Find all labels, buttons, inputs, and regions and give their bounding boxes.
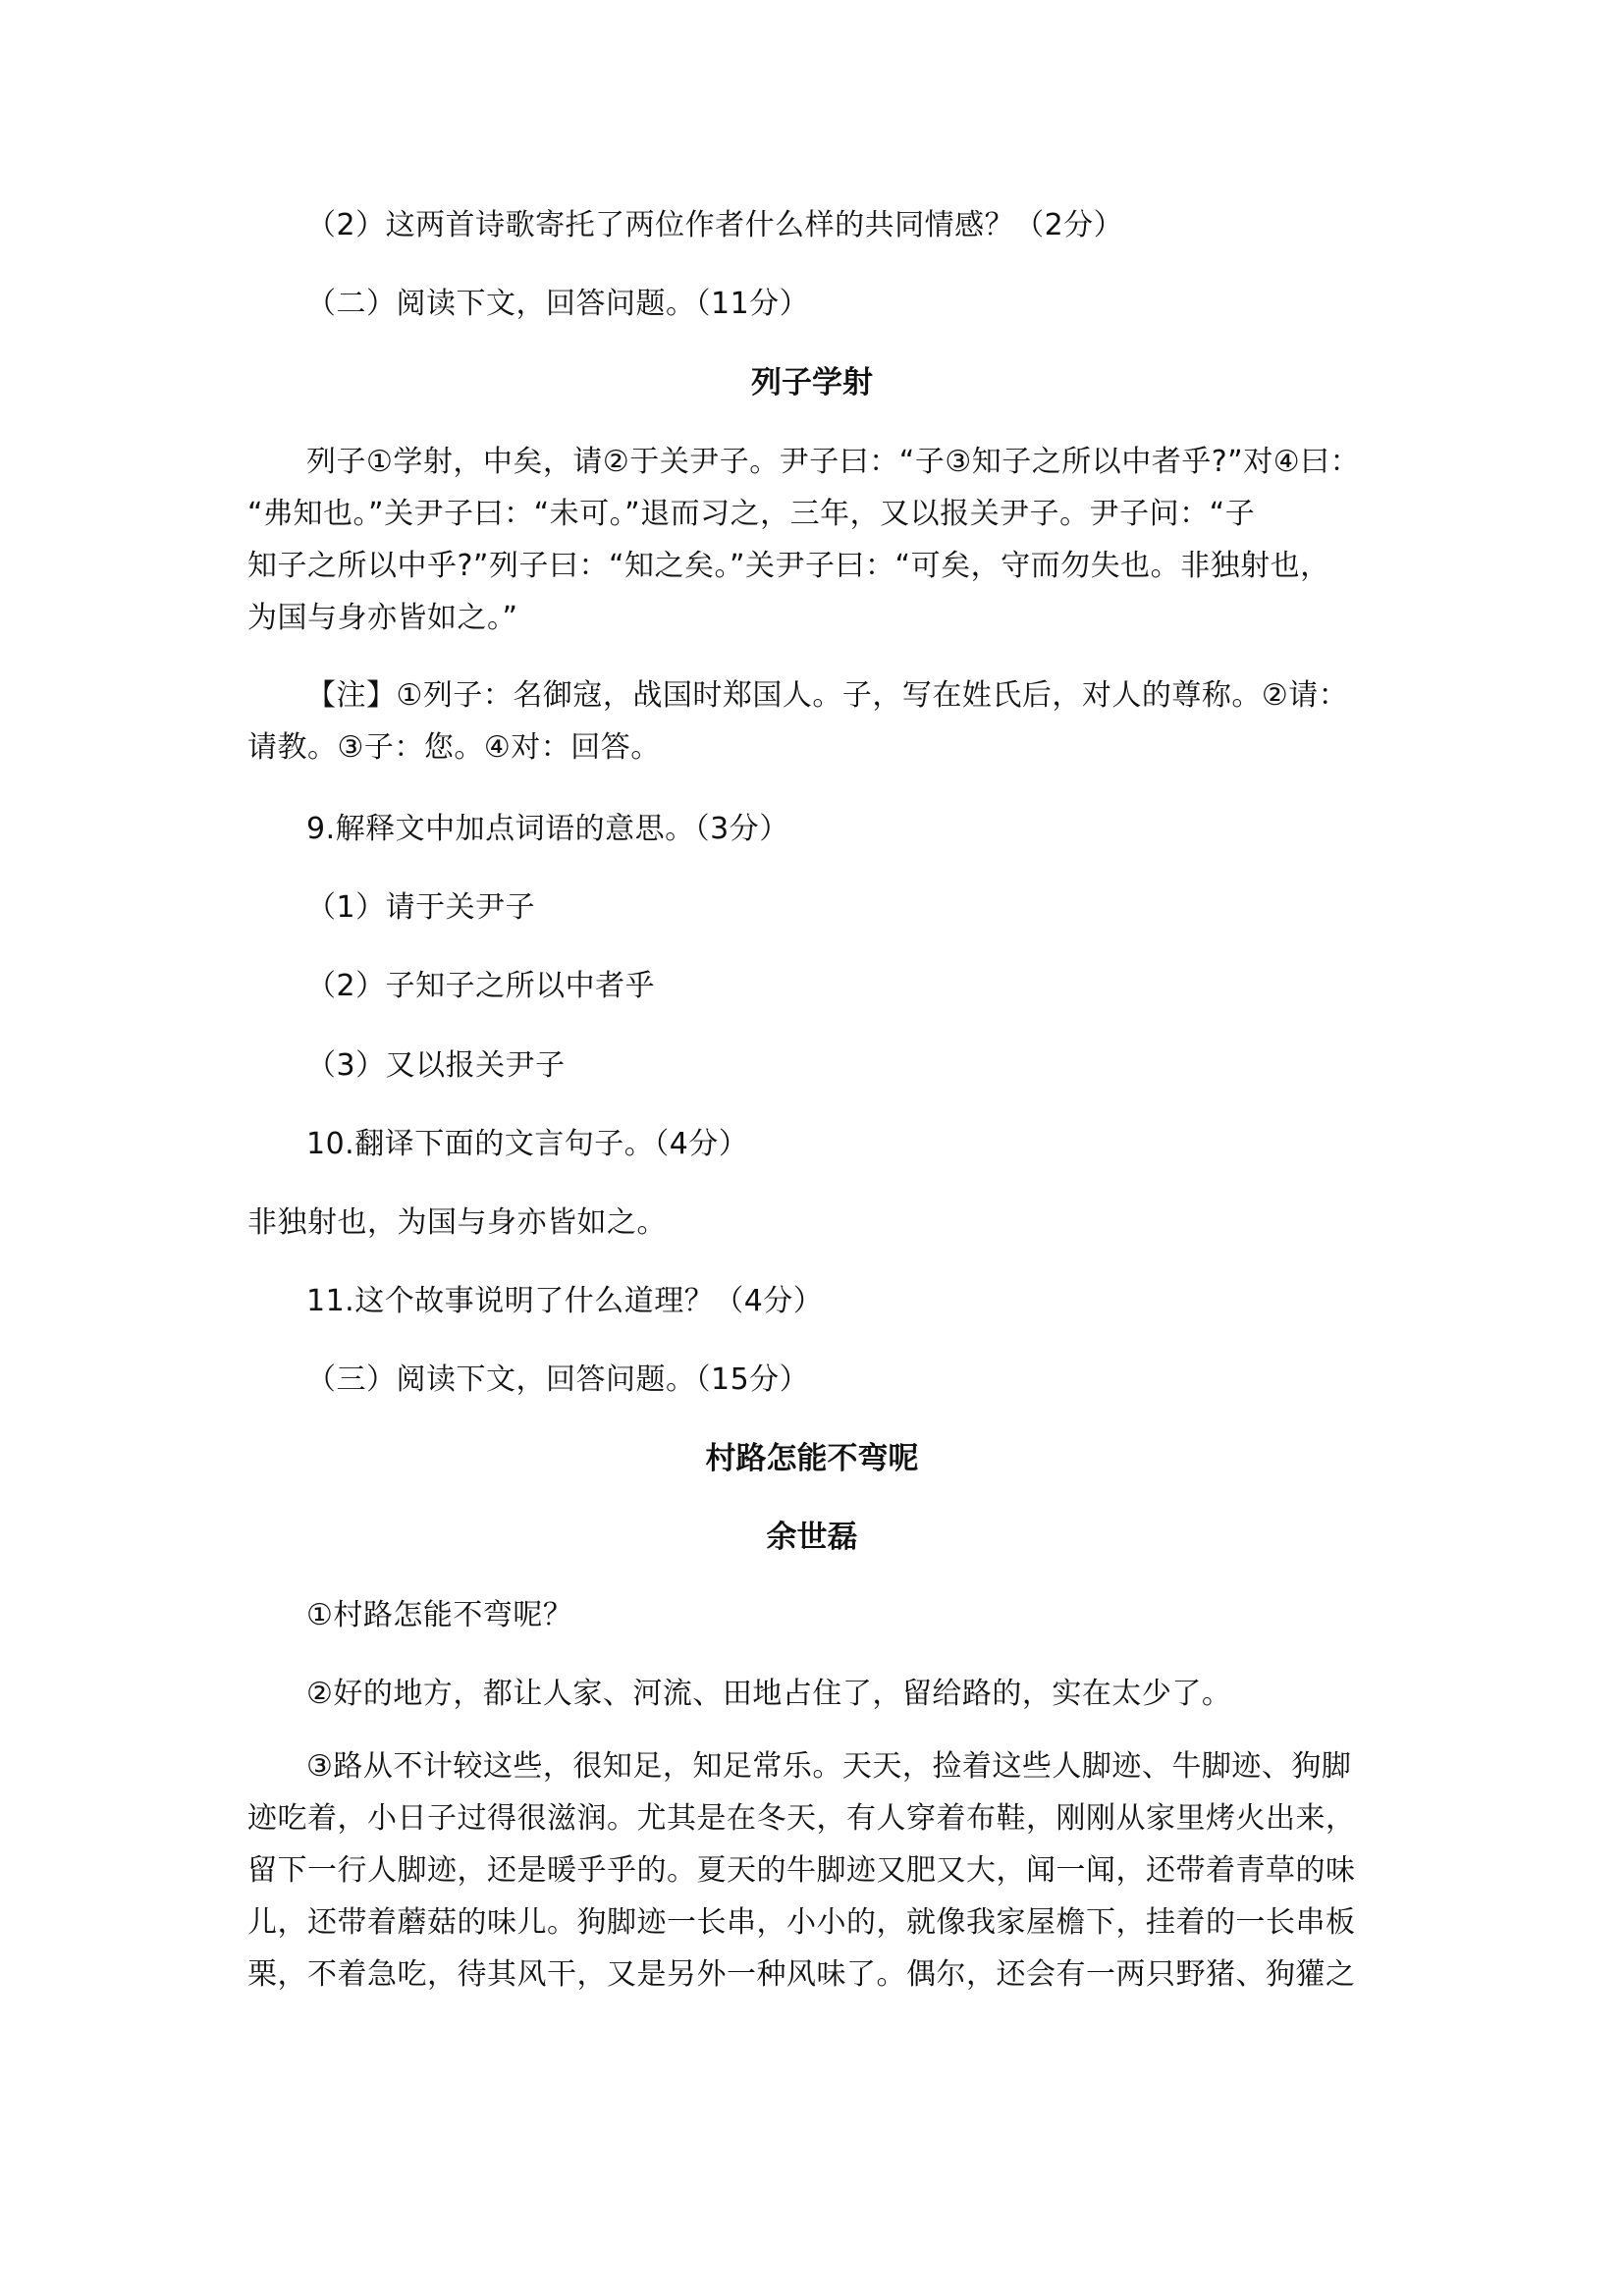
liezi-title: 列子学射	[751, 365, 873, 400]
question-9-item: （2）子知子之所以中者乎	[306, 969, 656, 1003]
question-10: 10.翻译下面的文言句子。（4分）	[306, 1127, 749, 1161]
paragraph-line: ③路从不计较这些，很知足，知足常乐。天天，捡着这些人脚迹、牛脚迹、狗脚	[306, 1749, 1352, 1784]
part3-header: （三）阅读下文，回答问题。（15分）	[306, 1362, 810, 1397]
question-10-sentence: 非独射也，为国与身亦皆如之。	[247, 1205, 667, 1240]
liezi-line: 知子之所以中乎?”列子曰：“知之矣。”关尹子曰：“可矣，守而勿失也。非独射也，	[247, 549, 1330, 583]
question-9-item: （1）请于关尹子	[306, 890, 536, 925]
note-line: 请教。③子：您。④对：回答。	[247, 730, 661, 765]
article-paragraph-2: ②好的地方，都让人家、河流、田地占住了，留给路的，实在太少了。	[306, 1677, 1232, 1711]
paragraph-line: 儿，还带着蘑菇的味儿。狗脚迹一长串，小小的，就像我家屋檐下，挂着的一长串板	[247, 1905, 1356, 1940]
question-9: 9.解释文中加点词语的意思。（3分）	[306, 812, 789, 846]
paragraph-line: 栗，不着急吃，待其风干，又是另外一种风味了。偶尔，还会有一两只野猪、狗獾之	[247, 1957, 1356, 1992]
poem-question-2: （2）这两首诗歌寄托了两位作者什么样的共同情感？（2分）	[306, 208, 1124, 242]
liezi-line: “弗知也。”关尹子曰：“未可。”退而习之，三年，又以报关尹子。尹子问：“子	[247, 497, 1256, 531]
liezi-passage	[247, 436, 1406, 644]
part2-header: （二）阅读下文，回答问题。（11分）	[306, 287, 810, 321]
note-line: 【注】①列子：名御寇，战国时郑国人。子，写在姓氏后，对人的尊称。②请：	[306, 678, 1349, 713]
liezi-notes	[247, 669, 1406, 774]
article-paragraph-1: ①村路怎能不弯呢？	[306, 1598, 573, 1632]
article-author: 余世磊	[766, 1520, 858, 1555]
question-9-item: （3）又以报关尹子	[306, 1048, 566, 1083]
article-title: 村路怎能不弯呢	[705, 1441, 919, 1476]
liezi-line: 列子①学射，中矣，请②于关尹子。尹子曰：“子③知子之所以中者乎?”对④曰：	[306, 445, 1361, 479]
article-paragraph-3	[247, 1740, 1406, 2001]
paragraph-line: 留下一行人脚迹，还是暖乎乎的。夏天的牛脚迹又肥又大，闻一闻，还带着青草的味	[247, 1853, 1356, 1888]
question-11: 11.这个故事说明了什么道理？（4分）	[306, 1284, 824, 1318]
paragraph-line: 迹吃着，小日子过得很滋润。尤其是在冬天，有人穿着布鞋，刚刚从家里烤火出来，	[247, 1801, 1356, 1836]
liezi-line: 为国与身亦皆如之。”	[247, 601, 518, 635]
